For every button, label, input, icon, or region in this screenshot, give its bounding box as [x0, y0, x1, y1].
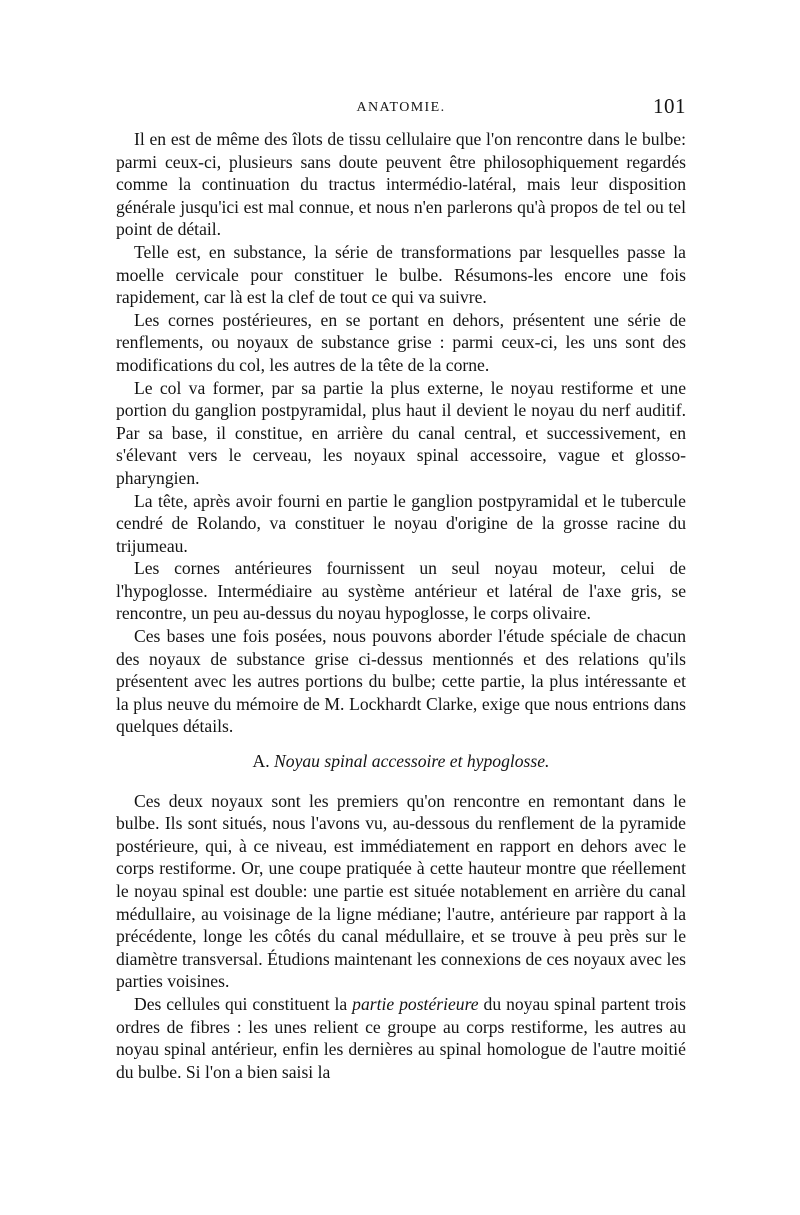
- paragraph-group-before: [116, 128, 686, 738]
- paragraph-cellules-end: du noyau spinal partent trois ordres de fibres : les unes relient ce groupe au corps restiforme, les autres au noyau spinal antérieur, enfin les dernières au spinal homologue de l'autre moitié du bulbe. Si l'on a bien saisi la: [116, 993, 687, 1082]
- paragraph-transformations: Telle est, en substance, la série de transformations par lesquelles passe la moelle cervicale pour constituer le bulbe. Résumons-les encore une fois rapidement, car là est la clef de tout ce qui va suivre.: [116, 241, 686, 308]
- paragraph-bases: Ces bases une fois posées, nous pouvons aborder l'étude spéciale de chacun des noyaux de substance grise ci-dessus mentionnés et des relations qu'ils présentent avec les autres portions du bulbe; cette partie, la plus intéressante et la plus neuve du mémoire de M. Lockhardt Clarke, exige que nous entrions dans quelques détails.: [116, 626, 686, 737]
- paragraph-cellules: [116, 993, 686, 1083]
- paragraph-tete: La tête, après avoir fourni en partie le ganglion postpyramidal et le tubercule cendré de Rolando, va constituer le noyau d'origine de la grosse racine du trijumeau.: [116, 490, 686, 556]
- paragraph-group-after: [116, 790, 686, 1084]
- section-title: Noyau spinal accessoire et hypoglosse.: [274, 751, 550, 772]
- paragraph-col: Le col va former, par sa partie la plus externe, le noyau restiforme et une portion du ganglion postpyramidal, plus haut il devient le noyau du nerf auditif. Par sa base, il constitue, en arrière du canal central, et successivement, en s'élevant vers le cerveau, les noyaux spinal accessoire, vague et glosso-pharyngien.: [116, 377, 686, 488]
- running-title: ANATOMIE.: [356, 100, 446, 115]
- paragraph-deux-noyaux: Ces deux noyaux sont les premiers qu'on rencontre en remontant dans le bulbe. Ils sont situés, nous l'avons vu, au-dessous du renflement de la pyramide postérieure, qui, à ce niveau, est immédiatement en rapport en dehors avec le corps restiforme. Or, une coupe pratiquée à cette hauteur montre que réellement le noyau spinal est double: une partie est située notablement en arrière du canal médullaire, au voisinage de la ligne médiane; l'autre, antérieure par rapport à la précédente, longe les côtés du canal médullaire, et se trouve à peu près sur le diamètre transversal. Étudions maintenant les connexions de ces noyaux avec les parties voisines.: [116, 790, 686, 992]
- page-header: [116, 94, 686, 124]
- paragraph-cellules-start: Des cellules qui constituent la: [134, 993, 353, 1014]
- page-body: [116, 128, 686, 1083]
- paragraph-cornes-posterieures: Les cornes postérieures, en se portant en dehors, présentent une série de renflements, ou noyaux de substance grise : parmi ceux-ci, les uns sont des modifications du col, les autres de la tête de la corne.: [116, 309, 686, 375]
- section-letter: A.: [252, 751, 270, 772]
- paragraph-cornes-anterieures: Les cornes antérieures fournissent un seul noyau moteur, celui de l'hypoglosse. Intermédiaire au système antérieur et latéral de l'axe gris, se rencontre, un peu au-dessus du noyau hypoglosse, le corps olivaire.: [116, 558, 686, 624]
- paragraph-ilots: Il en est de même des îlots de tissu cellulaire que l'on rencontre dans le bulbe: parmi ceux-ci, plusieurs sans doute peuvent être philosophiquement regardés comme la continuation du tractus intermédio-latéral, mais leur disposition générale jusqu'ici est mal connue, et nous n'en parlerons qu'à propos de tel ou tel point de détail.: [116, 129, 686, 240]
- paragraph-cellules-italic: partie postérieure: [352, 993, 479, 1014]
- section-heading: [116, 750, 686, 773]
- page-number: 101: [653, 94, 686, 118]
